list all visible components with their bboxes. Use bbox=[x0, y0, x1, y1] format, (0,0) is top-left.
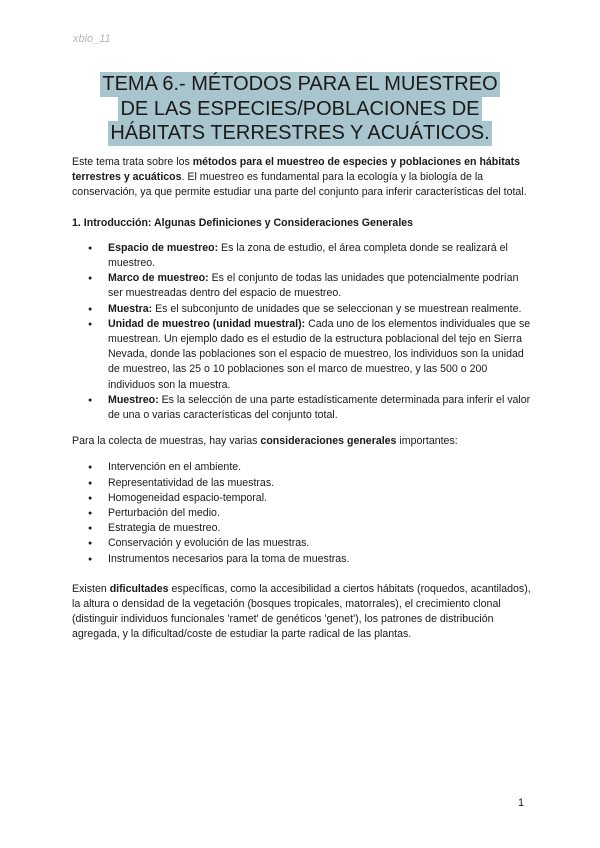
definition-term: Marco de muestreo: bbox=[108, 272, 209, 285]
definition-text: Es el subconjunto de unidades que se seleccionan y se muestrean realmente. bbox=[152, 302, 522, 315]
list-item: ● Estrategia de muestreo. bbox=[108, 521, 532, 536]
considerations-intro bbox=[72, 434, 532, 449]
intro-text-post: . El muestreo es fundamental para la ecología y la biología de la conservación, ya que permite estudiar una parte del conjunto para inferir características del total. bbox=[72, 171, 527, 199]
difficulties-paragraph bbox=[72, 582, 532, 643]
definition-term: Unidad de muestreo (unidad muestral): bbox=[108, 317, 306, 330]
definition-text: Cada uno de los elementos individuales que se muestrean. Un ejemplo dado es el estudio de la estructura poblacional del tejo en Sierra Nevada, donde las poblaciones son el espacio de muestreo, los individuos son la unidad de muestreo, las 25 o 10 poblaciones son el marco de muestreo, y las 500 o 200 individuos son la muestra. bbox=[108, 317, 531, 391]
list-item: ● Conservación y evolución de las muestras. bbox=[108, 536, 532, 551]
list-item: ● Perturbación del medio. bbox=[108, 506, 532, 521]
definition-text: Es la selección de una parte estadísticamente determinada para inferir el valor de una o varias características del conjunto total. bbox=[108, 393, 531, 422]
intro-text-pre: Este tema trata sobre los bbox=[72, 156, 193, 168]
list-item bbox=[108, 271, 532, 301]
considerations-intro-bold: consideraciones generales bbox=[260, 435, 397, 448]
page-title bbox=[0, 72, 600, 146]
list-item bbox=[108, 302, 532, 317]
list-item bbox=[108, 393, 532, 423]
definitions-list bbox=[72, 241, 532, 423]
definition-text: Es la zona de estudio, el área completa donde se realizará el muestreo. bbox=[108, 241, 508, 270]
list-item: ● Representatividad de las muestras. bbox=[108, 476, 532, 491]
title-line-3: HÁBITATS TERRESTRES Y ACUÁTICOS. bbox=[110, 122, 490, 144]
definition-term: Espacio de muestreo: bbox=[108, 241, 219, 254]
difficulties-post: específicas, como la accesibilidad a ciertos hábitats (roquedos, acantilados), la altura o densidad de la vegetación (bosques tropicales, matorrales), el crecimiento clonal (distinguir individuos funcionales 'ramet' de genéticos 'genet'), los patrones de distribución agregada, y la dificultad/coste de estudiar la parte radical de las plantas. bbox=[72, 582, 531, 641]
definition-text: Es el conjunto de todas las unidades que potencialmente podrían ser muestreadas dentro del espacio de muestreo. bbox=[108, 272, 519, 300]
list-item bbox=[108, 317, 532, 393]
definition-term: Muestra: bbox=[108, 302, 153, 315]
considerations-intro-pre: Para la colecta de muestras, hay varias bbox=[72, 435, 261, 448]
list-item: ● Intervención en el ambiente. bbox=[108, 460, 532, 475]
list-item: ● Instrumentos necesarios para la toma de muestras. bbox=[108, 552, 532, 567]
page-number: 1 bbox=[518, 797, 525, 809]
intro-text-bold: métodos para el muestreo de especies y poblaciones en hábitats terrestres y acuáticos bbox=[72, 156, 521, 184]
title-line-2: DE LAS ESPECIES/POBLACIONES DE bbox=[120, 97, 480, 120]
document-body bbox=[72, 155, 532, 643]
considerations-list bbox=[72, 460, 532, 566]
intro-paragraph bbox=[72, 155, 532, 201]
difficulties-pre: Existen bbox=[72, 582, 110, 595]
list-item: ● Homogeneidad espacio-temporal. bbox=[108, 491, 532, 506]
section-heading: 1. Introducción: Algunas Definiciones y Consideraciones Generales bbox=[72, 216, 414, 229]
title-line-1: TEMA 6.- MÉTODOS PARA EL MUESTREO bbox=[102, 73, 498, 95]
definition-term: Muestreo: bbox=[108, 393, 159, 406]
considerations-intro-post: importantes: bbox=[396, 435, 458, 448]
list-item bbox=[108, 241, 532, 271]
header-tag: xbio_11 bbox=[73, 33, 111, 45]
difficulties-bold: dificultades bbox=[109, 582, 169, 595]
